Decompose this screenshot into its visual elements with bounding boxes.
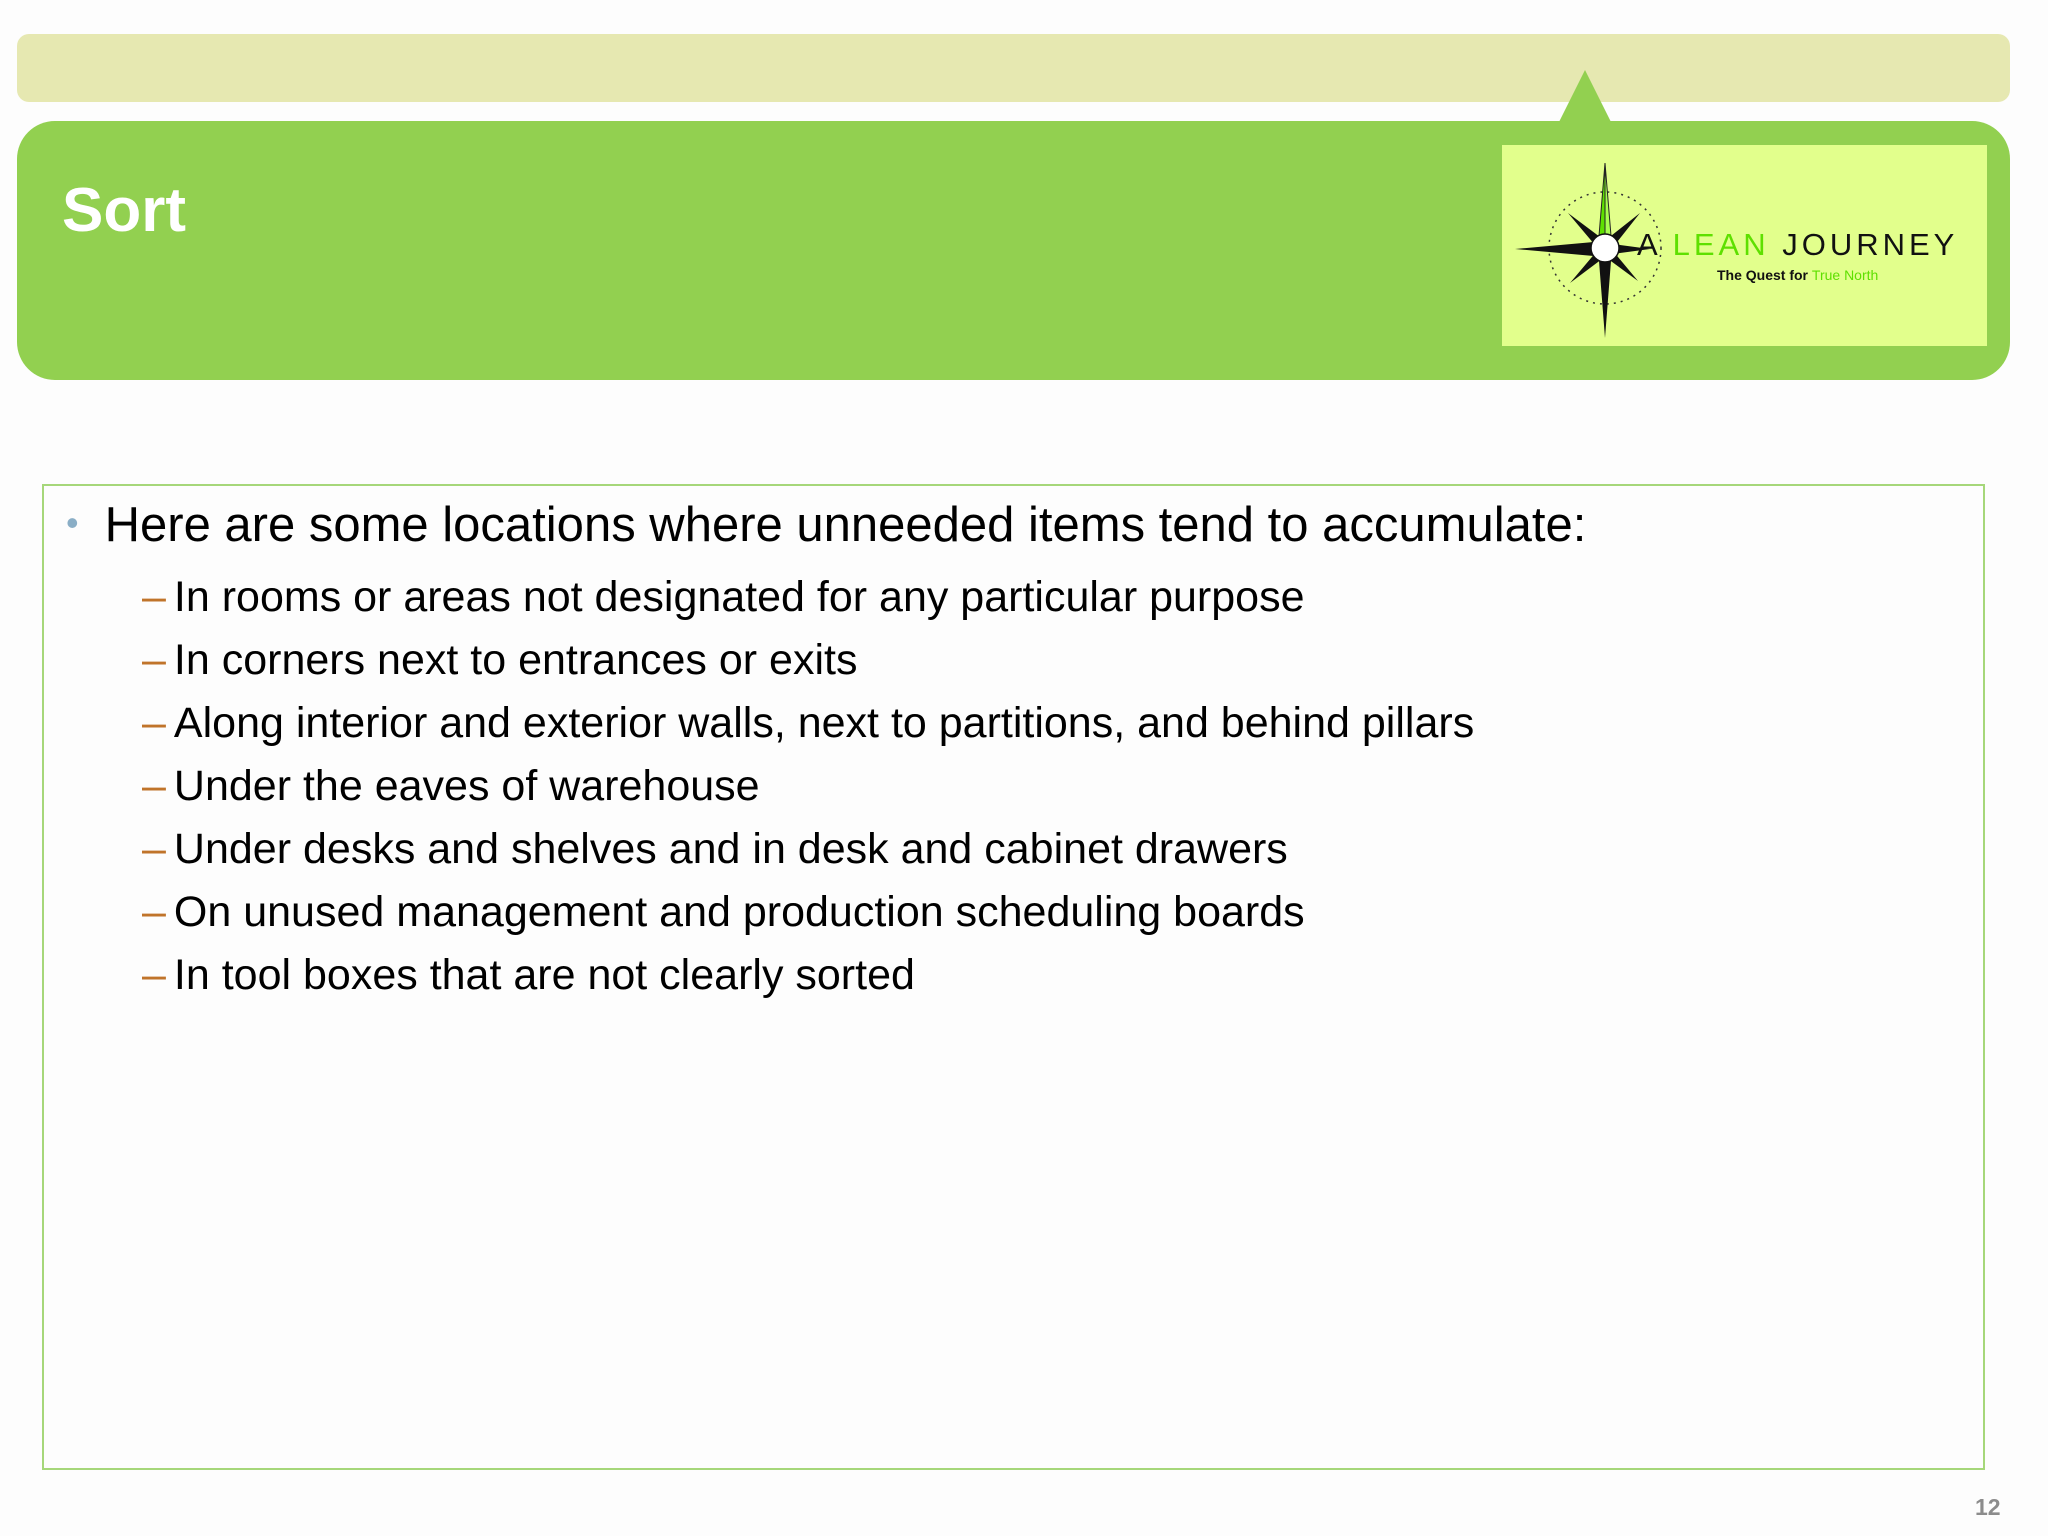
sub-bullet-text: On unused management and production scheduling boards [173, 888, 1305, 936]
logo-suffix: JOURNEY [1782, 227, 1959, 262]
main-bullet [66, 496, 1586, 555]
logo-pointer [1559, 70, 1611, 122]
top-band [17, 34, 2010, 102]
sub-bullet [142, 944, 1474, 1007]
logo-wordmark [1637, 227, 1958, 263]
dash-icon: – [142, 636, 166, 684]
sub-bullet-text: In rooms or areas not designated for any particular purpose [173, 573, 1305, 621]
sub-bullet-text: Under desks and shelves and in desk and cabinet drawers [173, 825, 1288, 873]
sub-bullet [142, 566, 1474, 629]
content-box [42, 484, 1985, 1470]
slide-title: Sort [62, 176, 186, 245]
sub-bullet [142, 755, 1474, 818]
sub-bullet [142, 818, 1474, 881]
dash-icon: – [142, 888, 166, 936]
sub-bullet-list [142, 566, 1474, 1007]
logo [1502, 145, 1987, 346]
logo-tagline-highlight: True North [1811, 267, 1879, 283]
dash-icon: – [142, 762, 166, 810]
logo-tagline-prefix: The Quest for [1717, 267, 1809, 283]
sub-bullet-text: Along interior and exterior walls, next to partitions, and behind pillars [173, 699, 1475, 747]
bullet-dot-icon: • [66, 502, 79, 543]
logo-highlight: LEAN [1672, 227, 1770, 262]
sub-bullet-text: In tool boxes that are not clearly sorted [173, 951, 915, 999]
sub-bullet [142, 692, 1474, 755]
logo-tagline [1717, 267, 1878, 283]
dash-icon: – [142, 951, 166, 999]
sub-bullet [142, 881, 1474, 944]
dash-icon: – [142, 573, 166, 621]
logo-prefix: A [1637, 227, 1660, 262]
page-number: 12 [1975, 1494, 2001, 1520]
sub-bullet-text: In corners next to entrances or exits [173, 636, 858, 684]
dash-icon: – [142, 699, 166, 747]
sub-bullet-text: Under the eaves of warehouse [173, 762, 760, 810]
dash-icon: – [142, 825, 166, 873]
sub-bullet [142, 629, 1474, 692]
main-bullet-text: Here are some locations where unneeded items tend to accumulate: [104, 498, 1587, 552]
